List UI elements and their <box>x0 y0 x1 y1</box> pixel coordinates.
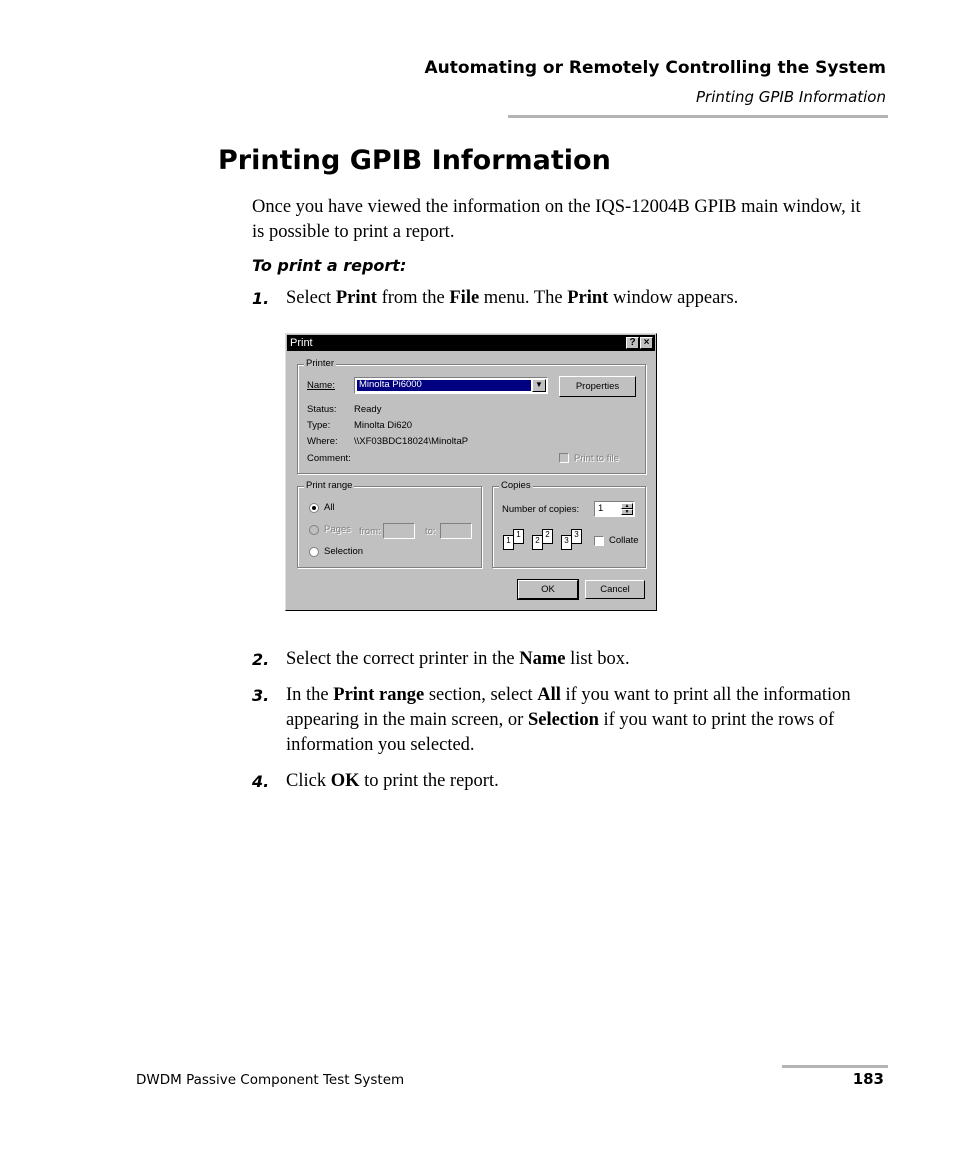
step-text: In the Print range section, select All if you want to print all the information appearing in the main screen, or Selection if you want to print the rows of information you selected. <box>286 685 851 755</box>
from-label: from: <box>359 526 381 537</box>
procedure-title: To print a report: <box>252 256 407 275</box>
cancel-button[interactable]: Cancel <box>585 580 645 599</box>
section-title: Printing GPIB Information <box>218 145 611 176</box>
where-value: \\XF03BDC18024\MinoltaP <box>354 436 469 447</box>
to-label: to: <box>425 526 436 537</box>
dialog-title: Print <box>290 337 313 349</box>
step-number: 4. <box>252 772 270 791</box>
print-range-label: Print range <box>306 480 353 491</box>
copies-group <box>492 480 646 568</box>
step-number: 3. <box>252 686 270 705</box>
step-number: 2. <box>252 650 270 669</box>
collate-page-icon: 3 <box>571 529 582 544</box>
where-label: Where: <box>307 436 338 447</box>
to-input[interactable] <box>440 523 472 539</box>
status-label: Status: <box>307 404 337 415</box>
running-header-title: Automating or Remotely Controlling the System <box>424 58 886 78</box>
printer-group-label: Printer <box>306 358 334 369</box>
help-button[interactable]: ? <box>626 337 639 349</box>
spin-down-icon[interactable]: ▼ <box>621 509 633 515</box>
printer-group <box>297 358 646 474</box>
copies-group-label: Copies <box>501 480 531 491</box>
collate-label: Collate <box>609 535 639 546</box>
step-number: 1. <box>252 289 270 308</box>
comment-label: Comment: <box>307 453 351 464</box>
status-value: Ready <box>354 404 382 415</box>
radio-selection-label: Selection <box>324 546 364 557</box>
spin-up-icon[interactable]: ▲ <box>621 503 633 509</box>
printer-name-combo[interactable] <box>354 377 548 394</box>
collate-page-icon: 3 <box>561 535 572 550</box>
footer-product-name: DWDM Passive Component Test System <box>136 1072 405 1088</box>
intro-paragraph: Once you have viewed the information on the IQS-12004B GPIB main window, it is possible to print a report. <box>252 197 861 242</box>
step-text: Select the correct printer in the Name list box. <box>286 649 630 669</box>
copies-label: Number of copies: <box>502 504 580 515</box>
properties-button[interactable]: Properties <box>559 376 636 397</box>
collate-checkbox[interactable] <box>594 536 604 546</box>
radio-pages-label: Pages <box>324 524 351 535</box>
print-dialog <box>285 333 657 611</box>
collate-page-icon: 2 <box>542 529 553 544</box>
print-to-file-checkbox[interactable] <box>559 453 569 463</box>
copies-spinner[interactable] <box>594 501 635 517</box>
dialog-title-bar <box>287 335 655 351</box>
collate-page-icon: 1 <box>513 529 524 544</box>
printer-name-value: Minolta Pi6000 <box>357 380 531 391</box>
chevron-down-icon[interactable]: ▼ <box>532 379 546 392</box>
print-range-group <box>297 480 482 568</box>
collate-page-icon: 2 <box>532 535 543 550</box>
step-text: Click OK to print the report. <box>286 771 499 791</box>
page-number: 183 <box>852 1070 884 1088</box>
footer-rule <box>782 1065 888 1068</box>
running-header-subtitle: Printing GPIB Information <box>696 88 886 106</box>
print-to-file-label: Print to file <box>574 453 619 464</box>
collate-page-icon: 1 <box>503 535 514 550</box>
step-text: Select Print from the File menu. The Print window appears. <box>286 288 739 308</box>
radio-selection[interactable] <box>309 547 319 557</box>
radio-all[interactable] <box>309 503 319 513</box>
copies-value: 1 <box>598 503 604 514</box>
name-label: Name: <box>307 380 335 391</box>
ok-button[interactable]: OK <box>518 580 578 599</box>
from-input[interactable] <box>383 523 415 539</box>
header-rule <box>508 115 888 118</box>
close-button[interactable]: × <box>640 337 653 349</box>
type-label: Type: <box>307 420 331 431</box>
radio-pages[interactable] <box>309 525 319 535</box>
type-value: Minolta Di620 <box>354 420 413 431</box>
radio-all-label: All <box>324 502 335 513</box>
